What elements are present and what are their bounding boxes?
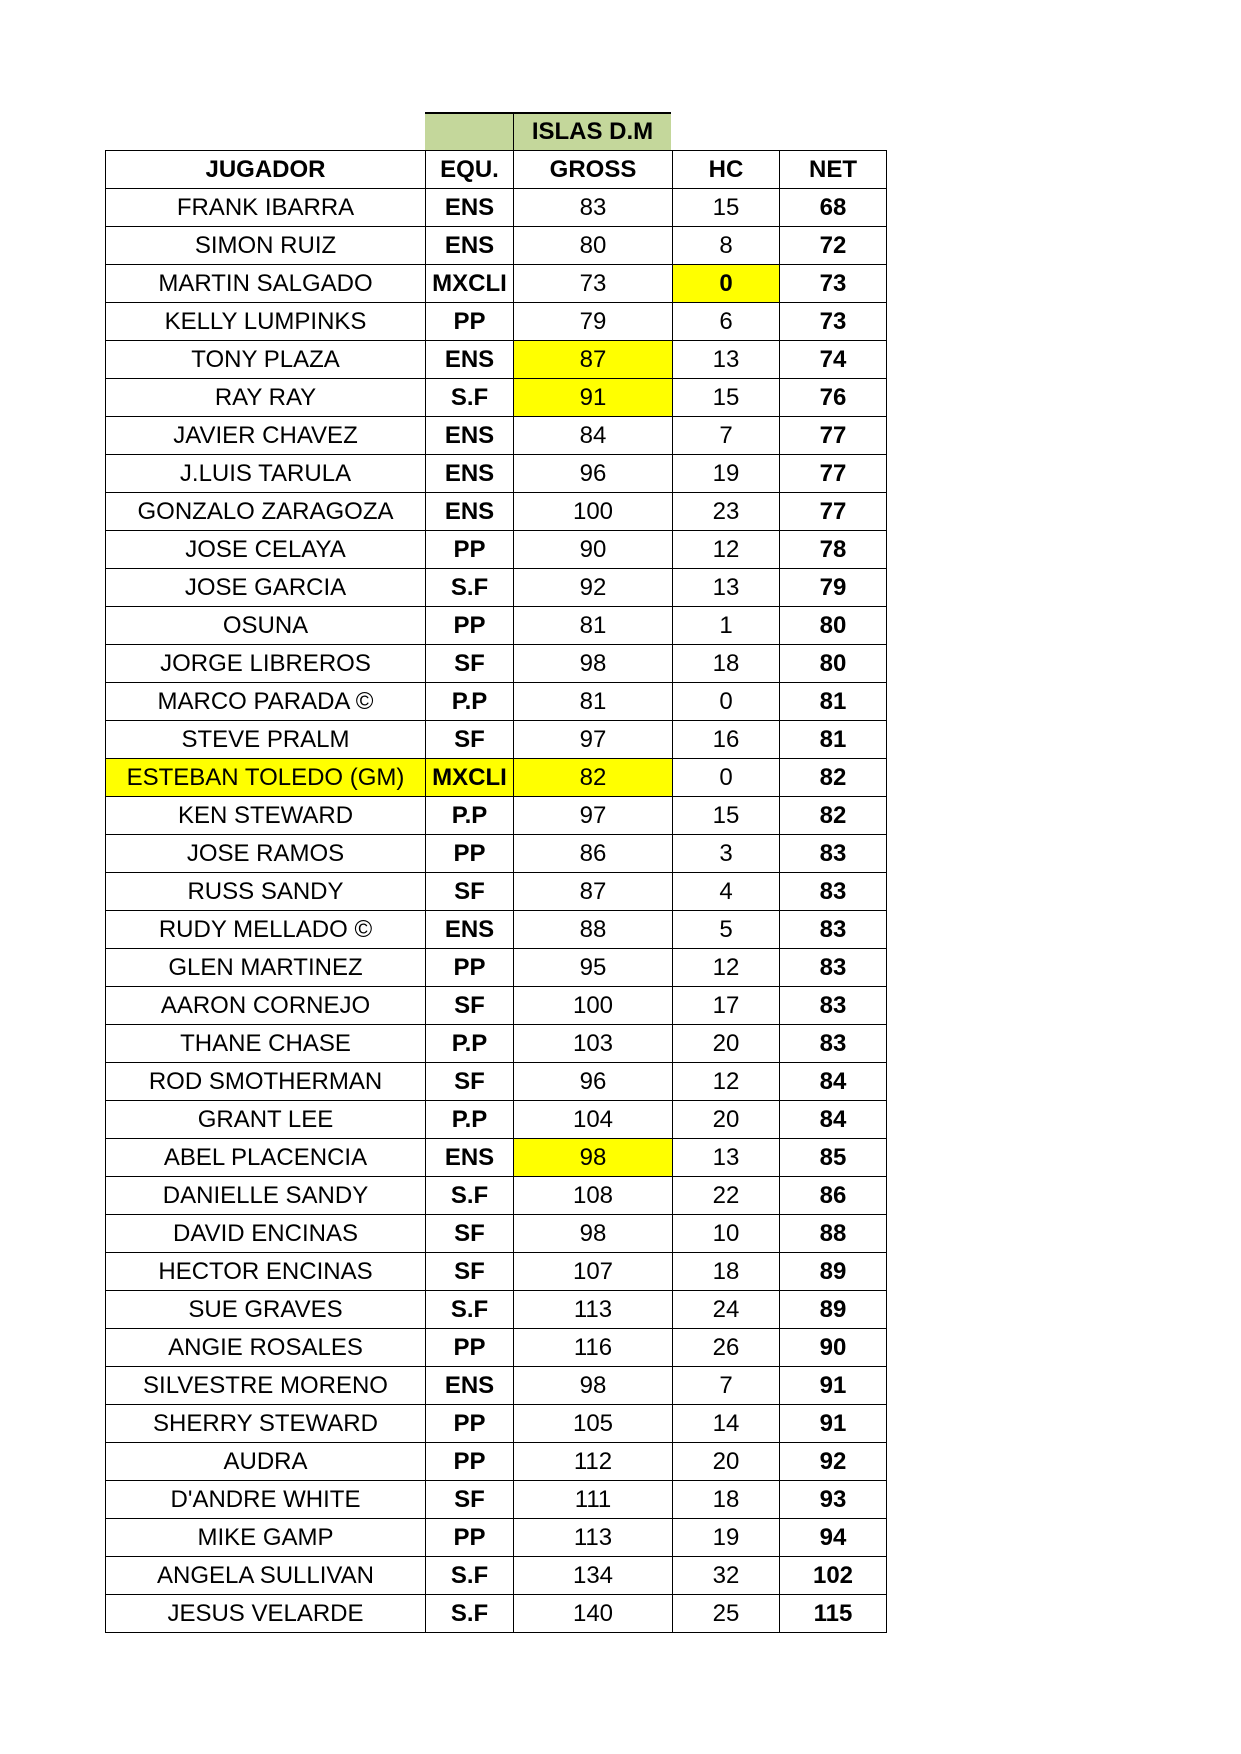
table-row [106,987,887,1025]
player-cell: GRANT LEE [106,1101,426,1139]
net-cell: 84 [780,1063,887,1101]
player-cell: JORGE LIBREROS [106,645,426,683]
team-cell: SF [426,987,514,1025]
player-cell: JESUS VELARDE [106,1595,426,1633]
net-cell: 88 [780,1215,887,1253]
event-title: ISLAS D.M [514,112,671,150]
table-row [106,1139,887,1177]
header-hc: HC [673,151,780,189]
player-cell: RUDY MELLADO © [106,911,426,949]
gross-cell: 87 [514,873,673,911]
score-sheet [105,112,887,1633]
team-cell: ENS [426,417,514,455]
gross-cell: 82 [514,759,673,797]
team-cell: MXCLI [426,265,514,303]
gross-cell: 86 [514,835,673,873]
hc-cell: 17 [673,987,780,1025]
header-row [106,151,887,189]
team-cell: SF [426,1253,514,1291]
net-cell: 78 [780,531,887,569]
player-cell: SUE GRAVES [106,1291,426,1329]
team-cell: PP [426,607,514,645]
player-cell: THANE CHASE [106,1025,426,1063]
hc-cell: 15 [673,379,780,417]
team-cell: ENS [426,1139,514,1177]
hc-cell: 13 [673,1139,780,1177]
net-cell: 94 [780,1519,887,1557]
net-cell: 72 [780,227,887,265]
hc-cell: 1 [673,607,780,645]
table-row [106,1367,887,1405]
gross-cell: 90 [514,531,673,569]
net-cell: 80 [780,645,887,683]
gross-cell: 81 [514,683,673,721]
player-cell: ANGELA SULLIVAN [106,1557,426,1595]
player-cell: SILVESTRE MORENO [106,1367,426,1405]
player-cell: KELLY LUMPINKS [106,303,426,341]
hc-cell: 12 [673,1063,780,1101]
player-cell: AARON CORNEJO [106,987,426,1025]
hc-cell: 19 [673,1519,780,1557]
team-cell: SF [426,1481,514,1519]
gross-cell: 96 [514,455,673,493]
hc-cell: 5 [673,911,780,949]
header-gross: GROSS [514,151,673,189]
player-cell: GLEN MARTINEZ [106,949,426,987]
team-cell: SF [426,721,514,759]
team-cell: S.F [426,1291,514,1329]
hc-cell: 7 [673,417,780,455]
table-row [106,645,887,683]
hc-cell: 15 [673,797,780,835]
table-row [106,797,887,835]
hc-cell: 4 [673,873,780,911]
player-cell: ESTEBAN TOLEDO (GM) [106,759,426,797]
net-cell: 81 [780,721,887,759]
player-cell: ROD SMOTHERMAN [106,1063,426,1101]
net-cell: 89 [780,1253,887,1291]
hc-cell: 8 [673,227,780,265]
net-cell: 89 [780,1291,887,1329]
table-row [106,835,887,873]
net-cell: 77 [780,417,887,455]
team-cell: S.F [426,1595,514,1633]
player-cell: KEN STEWARD [106,797,426,835]
player-cell: DANIELLE SANDY [106,1177,426,1215]
team-cell: P.P [426,797,514,835]
team-cell: ENS [426,341,514,379]
hc-cell: 18 [673,1253,780,1291]
table-row [106,1481,887,1519]
team-cell: SF [426,873,514,911]
hc-cell: 10 [673,1215,780,1253]
player-cell: RUSS SANDY [106,873,426,911]
gross-cell: 97 [514,721,673,759]
team-cell: PP [426,949,514,987]
player-cell: MARTIN SALGADO [106,265,426,303]
player-cell: JAVIER CHAVEZ [106,417,426,455]
net-cell: 73 [780,303,887,341]
player-cell: DAVID ENCINAS [106,1215,426,1253]
hc-cell: 0 [673,759,780,797]
caption-row [105,112,887,150]
hc-cell: 0 [673,265,780,303]
team-cell: PP [426,835,514,873]
table-row [106,683,887,721]
table-row [106,569,887,607]
team-cell: ENS [426,493,514,531]
net-cell: 79 [780,569,887,607]
table-row [106,1101,887,1139]
player-cell: MARCO PARADA © [106,683,426,721]
gross-cell: 80 [514,227,673,265]
net-cell: 74 [780,341,887,379]
net-cell: 83 [780,987,887,1025]
hc-cell: 18 [673,1481,780,1519]
player-cell: SHERRY STEWARD [106,1405,426,1443]
table-row [106,1443,887,1481]
team-cell: ENS [426,911,514,949]
net-cell: 76 [780,379,887,417]
player-cell: GONZALO ZARAGOZA [106,493,426,531]
hc-cell: 13 [673,341,780,379]
table-row [106,303,887,341]
net-cell: 83 [780,911,887,949]
gross-cell: 98 [514,1367,673,1405]
net-cell: 83 [780,835,887,873]
table-row [106,341,887,379]
player-cell: OSUNA [106,607,426,645]
gross-cell: 105 [514,1405,673,1443]
hc-cell: 13 [673,569,780,607]
gross-cell: 108 [514,1177,673,1215]
net-cell: 81 [780,683,887,721]
team-cell: S.F [426,569,514,607]
gross-cell: 98 [514,645,673,683]
hc-cell: 12 [673,949,780,987]
table-row [106,949,887,987]
table-row [106,1405,887,1443]
hc-cell: 26 [673,1329,780,1367]
gross-cell: 97 [514,797,673,835]
gross-cell: 100 [514,493,673,531]
player-cell: FRANK IBARRA [106,189,426,227]
player-cell: MIKE GAMP [106,1519,426,1557]
gross-cell: 107 [514,1253,673,1291]
header-team: EQU. [426,151,514,189]
team-cell: SF [426,645,514,683]
net-cell: 115 [780,1595,887,1633]
gross-cell: 73 [514,265,673,303]
table-row [106,1291,887,1329]
hc-cell: 18 [673,645,780,683]
hc-cell: 32 [673,1557,780,1595]
gross-cell: 88 [514,911,673,949]
hc-cell: 19 [673,455,780,493]
results-body [106,189,887,1633]
gross-cell: 100 [514,987,673,1025]
table-row [106,531,887,569]
player-cell: AUDRA [106,1443,426,1481]
net-cell: 77 [780,493,887,531]
hc-cell: 6 [673,303,780,341]
player-cell: STEVE PRALM [106,721,426,759]
hc-cell: 3 [673,835,780,873]
table-row [106,1025,887,1063]
table-row [106,1329,887,1367]
net-cell: 85 [780,1139,887,1177]
gross-cell: 84 [514,417,673,455]
team-cell: S.F [426,1177,514,1215]
net-cell: 82 [780,797,887,835]
player-cell: SIMON RUIZ [106,227,426,265]
hc-cell: 25 [673,1595,780,1633]
net-cell: 90 [780,1329,887,1367]
net-cell: 68 [780,189,887,227]
header-net: NET [780,151,887,189]
hc-cell: 7 [673,1367,780,1405]
team-cell: PP [426,1443,514,1481]
table-row [106,721,887,759]
results-table [105,150,887,1633]
gross-cell: 91 [514,379,673,417]
gross-cell: 98 [514,1139,673,1177]
header-player: JUGADOR [106,151,426,189]
gross-cell: 87 [514,341,673,379]
team-cell: P.P [426,1101,514,1139]
team-cell: S.F [426,379,514,417]
team-cell: SF [426,1215,514,1253]
team-cell: P.P [426,683,514,721]
team-cell: PP [426,531,514,569]
player-cell: RAY RAY [106,379,426,417]
hc-cell: 22 [673,1177,780,1215]
table-row [106,759,887,797]
net-cell: 91 [780,1367,887,1405]
team-cell: ENS [426,189,514,227]
net-cell: 80 [780,607,887,645]
gross-cell: 81 [514,607,673,645]
table-row [106,607,887,645]
net-cell: 93 [780,1481,887,1519]
gross-cell: 140 [514,1595,673,1633]
table-row [106,873,887,911]
hc-cell: 12 [673,531,780,569]
caption-blank-cell [425,112,514,150]
player-cell: J.LUIS TARULA [106,455,426,493]
hc-cell: 24 [673,1291,780,1329]
team-cell: ENS [426,455,514,493]
hc-cell: 0 [673,683,780,721]
team-cell: SF [426,1063,514,1101]
table-row [106,1177,887,1215]
player-cell: TONY PLAZA [106,341,426,379]
hc-cell: 23 [673,493,780,531]
gross-cell: 104 [514,1101,673,1139]
hc-cell: 20 [673,1443,780,1481]
table-row [106,417,887,455]
net-cell: 83 [780,1025,887,1063]
hc-cell: 20 [673,1101,780,1139]
table-row [106,911,887,949]
gross-cell: 116 [514,1329,673,1367]
net-cell: 92 [780,1443,887,1481]
team-cell: MXCLI [426,759,514,797]
net-cell: 84 [780,1101,887,1139]
gross-cell: 79 [514,303,673,341]
net-cell: 82 [780,759,887,797]
net-cell: 91 [780,1405,887,1443]
net-cell: 73 [780,265,887,303]
net-cell: 77 [780,455,887,493]
gross-cell: 103 [514,1025,673,1063]
gross-cell: 112 [514,1443,673,1481]
gross-cell: 96 [514,1063,673,1101]
gross-cell: 83 [514,189,673,227]
team-cell: PP [426,1329,514,1367]
team-cell: PP [426,303,514,341]
table-row [106,379,887,417]
team-cell: ENS [426,227,514,265]
net-cell: 83 [780,949,887,987]
hc-cell: 20 [673,1025,780,1063]
table-row [106,493,887,531]
gross-cell: 113 [514,1291,673,1329]
table-row [106,227,887,265]
table-row [106,1557,887,1595]
player-cell: ANGIE ROSALES [106,1329,426,1367]
gross-cell: 134 [514,1557,673,1595]
net-cell: 83 [780,873,887,911]
player-cell: JOSE RAMOS [106,835,426,873]
table-row [106,455,887,493]
table-row [106,1595,887,1633]
table-row [106,189,887,227]
hc-cell: 14 [673,1405,780,1443]
hc-cell: 16 [673,721,780,759]
team-cell: PP [426,1519,514,1557]
table-row [106,1063,887,1101]
team-cell: P.P [426,1025,514,1063]
gross-cell: 92 [514,569,673,607]
team-cell: PP [426,1405,514,1443]
team-cell: ENS [426,1367,514,1405]
gross-cell: 111 [514,1481,673,1519]
player-cell: HECTOR ENCINAS [106,1253,426,1291]
hc-cell: 15 [673,189,780,227]
player-cell: D'ANDRE WHITE [106,1481,426,1519]
table-row [106,1215,887,1253]
gross-cell: 98 [514,1215,673,1253]
net-cell: 86 [780,1177,887,1215]
team-cell: S.F [426,1557,514,1595]
player-cell: JOSE GARCIA [106,569,426,607]
table-row [106,1253,887,1291]
table-row [106,1519,887,1557]
table-row [106,265,887,303]
net-cell: 102 [780,1557,887,1595]
gross-cell: 95 [514,949,673,987]
gross-cell: 113 [514,1519,673,1557]
player-cell: JOSE CELAYA [106,531,426,569]
player-cell: ABEL PLACENCIA [106,1139,426,1177]
